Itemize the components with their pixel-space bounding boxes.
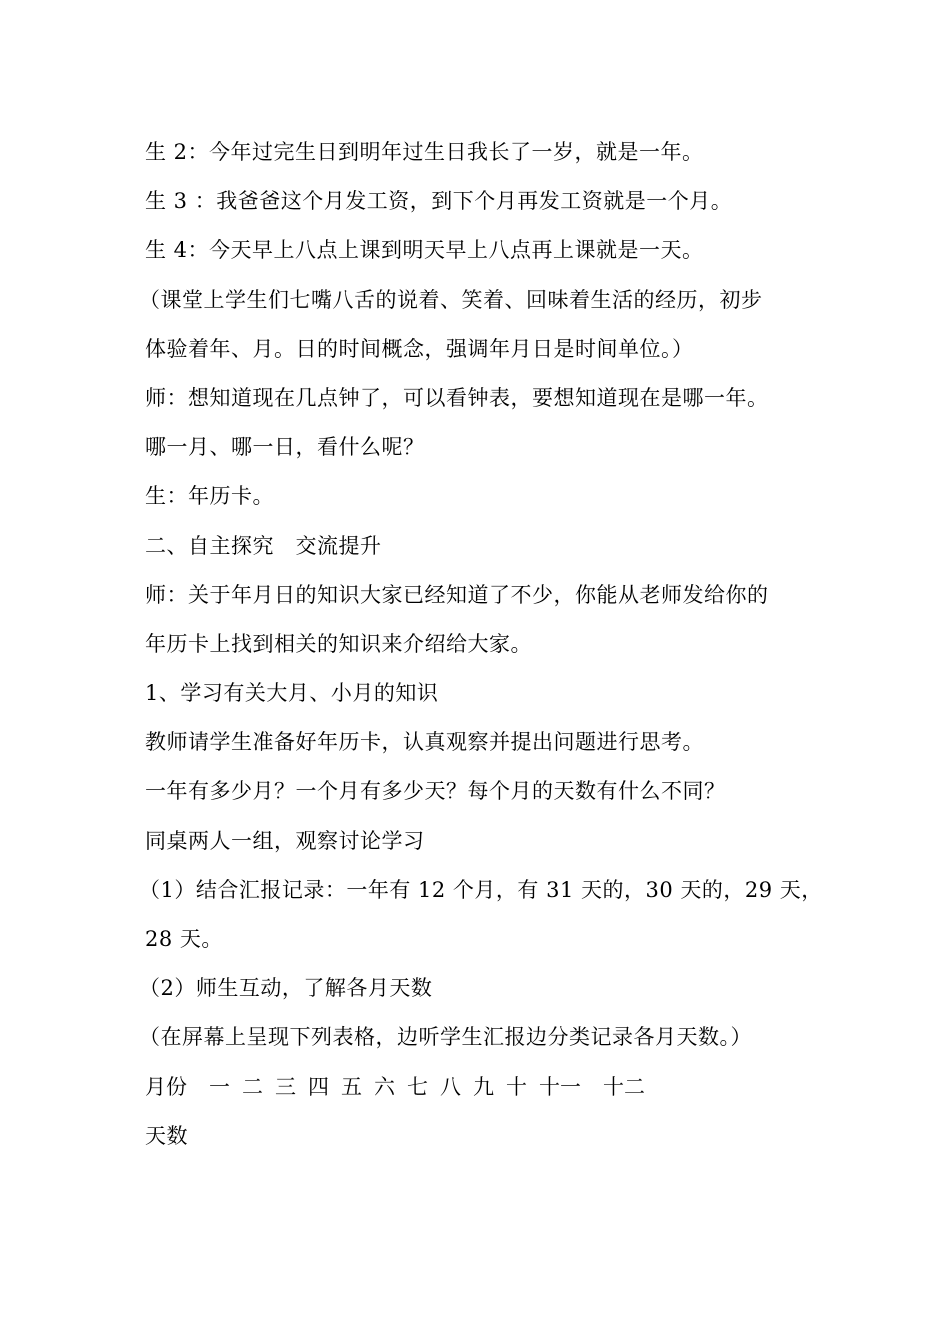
month-cell: 八 xyxy=(440,1074,461,1099)
text-line: 生 2：今年过完生日到明年过生日我长了一岁，就是一年。 xyxy=(145,140,704,164)
text-line: 师：想知道现在几点钟了，可以看钟表，要想知道现在是哪一年。 xyxy=(145,385,769,410)
text-line: （2）师生互动，了解各月天数 xyxy=(139,976,433,1001)
text-line: 同桌两人一组，观察讨论学习 xyxy=(145,828,425,853)
text-line: 一年有多少月？一个月有多少天？每个月的天数有什么不同？ xyxy=(145,779,726,804)
month-cell: 一 xyxy=(209,1074,230,1099)
days-label: 天数 xyxy=(145,1123,188,1148)
text-line: 28 天。 xyxy=(145,927,223,951)
month-cell: 四 xyxy=(308,1074,329,1099)
text-line: （在屏幕上呈现下列表格，边听学生汇报边分类记录各月天数。） xyxy=(139,1025,752,1050)
text-line: 体验着年、月。日的时间概念，强调年月日是时间单位。） xyxy=(145,336,694,361)
month-table-header-row xyxy=(145,1067,845,1116)
text-line: 师：关于年月日的知识大家已经知道了不少，你能从老师发给你的 xyxy=(145,582,769,607)
text-line: 生 4：今天早上八点上课到明天早上八点再上课就是一天。 xyxy=(145,238,704,263)
month-cell: 七 xyxy=(407,1074,428,1099)
month-cell: 九 xyxy=(473,1074,494,1099)
month-cell: 六 xyxy=(374,1074,395,1099)
month-cell: 二 xyxy=(242,1074,263,1099)
month-cell: 十二 xyxy=(603,1074,645,1099)
text-line: 年历卡上找到相关的知识来介绍给大家。 xyxy=(145,631,532,656)
month-cell: 三 xyxy=(275,1074,296,1099)
month-label: 月份 xyxy=(145,1074,187,1099)
document-body xyxy=(139,132,845,1165)
text-line: 生：年历卡。 xyxy=(145,484,274,509)
month-cell: 十 xyxy=(506,1074,527,1099)
section-heading: 二、自主探究 交流提升 xyxy=(145,533,382,558)
text-line: 教师请学生准备好年历卡，认真观察并提出问题进行思考。 xyxy=(145,730,704,755)
month-cell: 五 xyxy=(341,1074,362,1099)
text-line: 生 3 ：我爸爸这个月发工资，到下个月再发工资就是一个月。 xyxy=(145,189,733,214)
month-cell: 十一 xyxy=(539,1074,581,1099)
text-line: （课堂上学生们七嘴八舌的说着、笑着、回味着生活的经历，初步 xyxy=(139,287,763,312)
text-line: （1）结合汇报记录：一年有 12 个月，有 31 天的，30 天的，29 天， xyxy=(139,877,823,902)
subsection-heading: 1、学习有关大月、小月的知识 xyxy=(145,681,439,706)
text-line: 哪一月、哪一日，看什么呢？ xyxy=(145,435,425,460)
